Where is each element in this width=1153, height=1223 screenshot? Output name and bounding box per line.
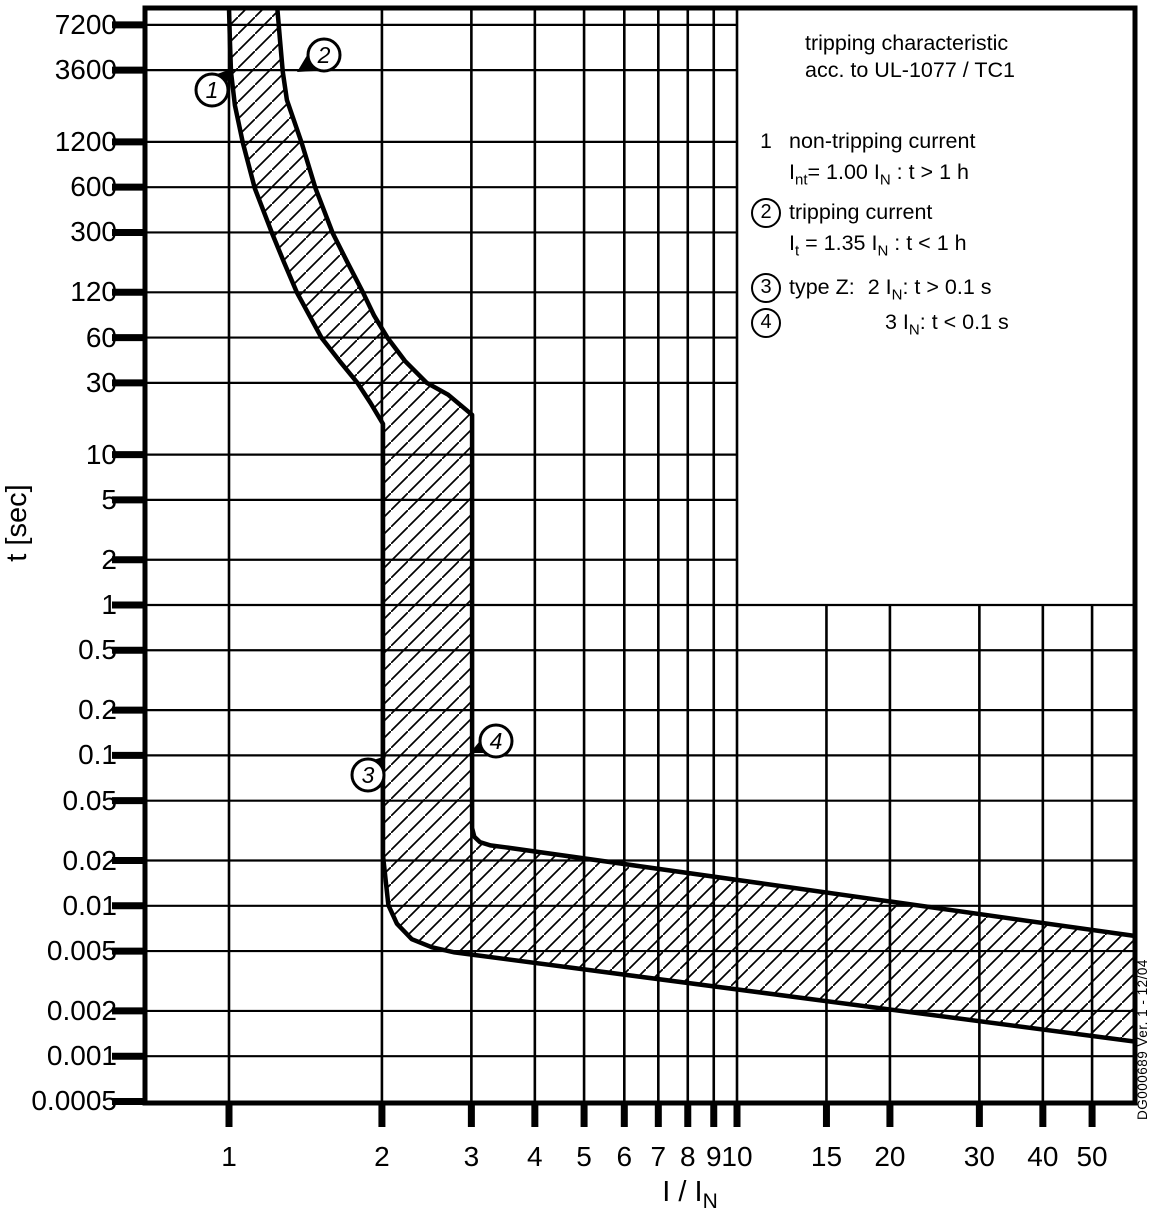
y-tick-label: 120 [70, 276, 117, 308]
x-tick-label: 20 [874, 1141, 906, 1172]
formula-text: : t > 1 h [890, 159, 969, 184]
x-tick-label: 3 [463, 1141, 480, 1172]
x-axis-title [590, 1176, 790, 1214]
legend-title-line2: acc. to UL-1077 / TC1 [805, 58, 1015, 82]
y-tick-label: 5 [101, 483, 117, 515]
y-tick-label: 0.002 [46, 994, 117, 1026]
legend-item-3-label: type Z: [789, 275, 855, 299]
x-tick-label: 2 [374, 1141, 390, 1172]
formula-subscript: N [891, 286, 903, 304]
y-tick-label: 0.001 [46, 1040, 117, 1072]
x-axis-title-text: I / I [662, 1176, 703, 1208]
formula-text: I [789, 230, 795, 255]
y-axis-title [1, 453, 35, 593]
formula-subscript: nt [794, 170, 808, 188]
marker-label-3: 3 [361, 762, 375, 788]
x-tick-label: 15 [810, 1141, 843, 1172]
formula-text: = 1.00 I [807, 159, 880, 184]
x-tick-label: 1 [221, 1141, 237, 1172]
formula-subscript: N [877, 241, 889, 259]
marker-label-1: 1 [205, 77, 219, 103]
x-tick-label: 30 [963, 1141, 995, 1172]
y-tick-label: 10 [85, 438, 117, 470]
legend-marker-2-circle [751, 198, 781, 228]
legend-item-1 [750, 126, 975, 187]
formula-text: : t > 0.1 s [902, 275, 992, 299]
x-tick-label: 5 [576, 1141, 592, 1172]
x-tick-label: 4 [527, 1141, 543, 1172]
y-tick-label: 0.5 [78, 634, 117, 666]
y-tick-label: 0.005 [46, 935, 117, 967]
legend-marker-2: 2 [760, 201, 772, 223]
legend-item-2-formula [789, 228, 967, 258]
formula-subscript: t [794, 241, 800, 259]
y-tick-label: 0.01 [62, 889, 117, 921]
legend [750, 30, 1148, 360]
marker-label-2: 2 [317, 42, 331, 68]
y-tick-label: 2 [101, 543, 117, 575]
formula-subscript: N [879, 170, 891, 188]
formula-text: : t < 0.1 s [919, 310, 1009, 334]
legend-marker-4-circle [751, 308, 781, 338]
legend-marker-1: 1 [760, 130, 772, 153]
legend-title-line1: tripping characteristic [805, 31, 1009, 55]
y-tick-label: 0.02 [62, 844, 117, 876]
x-tick-label: 40 [1027, 1141, 1059, 1172]
y-tick-label: 0.2 [78, 694, 117, 726]
y-tick-label: 3600 [54, 54, 117, 86]
legend-marker-3: 3 [760, 276, 772, 298]
legend-item-2 [750, 197, 967, 258]
y-tick-label: 0.1 [78, 739, 117, 771]
y-tick-label: 7200 [54, 8, 117, 40]
legend-item-1-formula [789, 157, 975, 187]
legend-marker-4: 4 [760, 311, 772, 333]
y-tick-label: 30 [85, 366, 117, 398]
formula-text: 3 I [885, 310, 909, 334]
legend-title [750, 30, 1148, 84]
formula-text: 2 I [867, 275, 892, 299]
formula-text: I [789, 159, 795, 184]
x-tick-label: 6 [616, 1141, 633, 1172]
formula-subscript: N [908, 321, 920, 339]
y-tick-label: 1200 [54, 125, 117, 157]
x-tick-label: 9 [705, 1141, 722, 1172]
formula-text: = 1.35 I [799, 230, 878, 255]
x-tick-label: 7 [650, 1141, 667, 1172]
y-tick-label: 300 [70, 216, 117, 248]
legend-item-1-label: non-tripping current [789, 129, 976, 153]
y-tick-label: 1 [101, 589, 117, 620]
legend-item-3 [750, 272, 992, 303]
legend-marker-3-circle [751, 273, 781, 303]
y-tick-label: 0.0005 [31, 1085, 117, 1117]
legend-item-2-label: tripping current [789, 200, 933, 224]
legend-item-4 [750, 307, 1009, 338]
x-axis-title-subscript: N [702, 1190, 718, 1213]
x-tick-label: 50 [1076, 1141, 1108, 1172]
x-tick-label: 8 [679, 1141, 696, 1172]
y-tick-label: 60 [85, 321, 117, 353]
formula-text: : t < 1 h [888, 230, 967, 255]
marker-label-4: 4 [489, 728, 503, 754]
y-tick-label: 0.05 [62, 784, 117, 816]
y-axis-title-text: t [sec] [1, 484, 33, 562]
document-number: DG000689 Ver. 1 - 12/04 [1135, 959, 1150, 1120]
x-tick-label: 10 [721, 1141, 753, 1172]
y-tick-label: 600 [70, 171, 117, 203]
